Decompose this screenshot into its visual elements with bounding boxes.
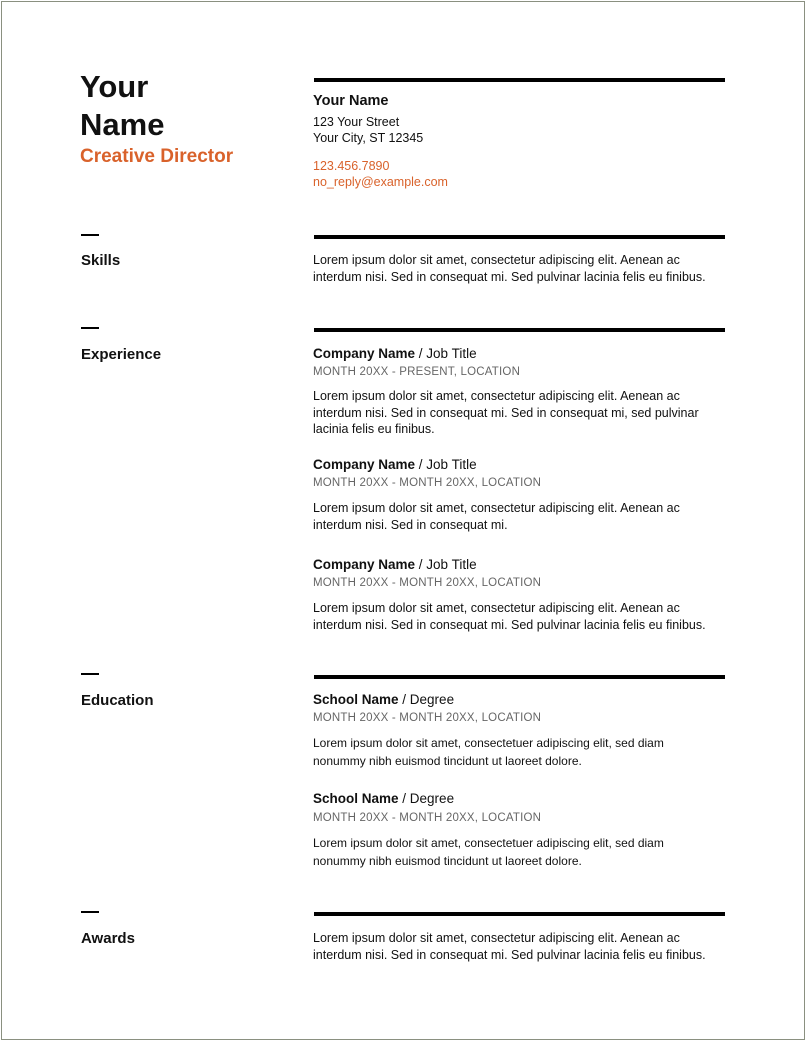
contact-street: 123 Your Street: [313, 115, 400, 129]
experience-entry-2-meta: MONTH 20XX - MONTH 20XX, LOCATION: [313, 477, 542, 489]
awards-text: Lorem ipsum dolor sit amet, consectetur adipiscing elit. Aenean ac interdum nisi. Sed in consequat mi. Sed pulvinar lacinia felis eu finibus.: [313, 931, 706, 962]
separator: /: [415, 557, 427, 572]
contact-rule: [314, 78, 725, 82]
separator: /: [398, 791, 410, 806]
contact-city: Your City, ST 12345: [313, 131, 424, 145]
experience-rule: [314, 328, 725, 332]
resume-name: [80, 68, 280, 144]
separator: /: [415, 346, 427, 361]
experience-entry-1-heading: [313, 346, 477, 361]
awards-heading: Awards: [81, 930, 135, 947]
awards-rule: [314, 912, 725, 916]
experience-heading: Experience: [81, 346, 162, 363]
experience-entry-2-heading: [313, 457, 477, 472]
skills-rule: [314, 235, 725, 239]
education-entry-2-meta: MONTH 20XX - MONTH 20XX, LOCATION: [313, 812, 542, 824]
education-entry-2-text: Lorem ipsum dolor sit amet, consectetuer adipiscing elit, sed diam nonummy nibh euismod tincidunt ut laoreet dolore.: [313, 836, 664, 868]
education-heading: Education: [81, 692, 154, 709]
awards-marker: [81, 911, 99, 913]
experience-entry-1-text: Lorem ipsum dolor sit amet, consectetur adipiscing elit. Aenean ac interdum nisi. Sed in consequat mi. Sed in consequat mi, sed pulvinar lacinia felis eu finibus.: [313, 389, 699, 436]
company-name: Company Name: [313, 557, 416, 572]
company-name: Company Name: [313, 346, 416, 361]
job-title: Job Title: [426, 457, 477, 472]
company-name: Company Name: [313, 457, 416, 472]
contact-phone: 123.456.7890: [313, 159, 390, 173]
education-entry-1-heading: [313, 692, 454, 707]
first-name: Your: [80, 69, 149, 104]
degree: Degree: [409, 692, 455, 707]
resume-page: [1, 1, 805, 1040]
last-name: Name: [80, 107, 165, 142]
degree: Degree: [409, 791, 455, 806]
job-title: Job Title: [426, 346, 477, 361]
skills-text: Lorem ipsum dolor sit amet, consectetur adipiscing elit. Aenean ac interdum nisi. Sed in consequat mi. Sed pulvinar lacinia felis eu finibus.: [313, 253, 706, 284]
contact-name: Your Name: [313, 93, 389, 109]
separator: /: [398, 692, 410, 707]
job-role: Creative Director: [80, 146, 234, 167]
job-title: Job Title: [426, 557, 477, 572]
experience-entry-3-meta: MONTH 20XX - MONTH 20XX, LOCATION: [313, 577, 542, 589]
school-name: School Name: [313, 791, 399, 806]
education-entry-2-heading: [313, 791, 454, 806]
separator: /: [415, 457, 427, 472]
education-marker: [81, 673, 99, 675]
education-entry-1-meta: MONTH 20XX - MONTH 20XX, LOCATION: [313, 712, 542, 724]
skills-heading: Skills: [81, 252, 121, 269]
education-entry-1-text: Lorem ipsum dolor sit amet, consectetuer adipiscing elit, sed diam nonummy nibh euismod tincidunt ut laoreet dolore.: [313, 736, 664, 768]
experience-entry-3-text: Lorem ipsum dolor sit amet, consectetur adipiscing elit. Aenean ac interdum nisi. Sed in consequat mi. Sed pulvinar lacinia felis eu finibus.: [313, 601, 706, 632]
school-name: School Name: [313, 692, 399, 707]
contact-email[interactable]: no_reply@example.com: [313, 175, 448, 189]
education-rule: [314, 675, 725, 679]
experience-entry-1-meta: MONTH 20XX - PRESENT, LOCATION: [313, 366, 521, 378]
experience-entry-2-text: Lorem ipsum dolor sit amet, consectetur adipiscing elit. Aenean ac interdum nisi. Sed in consequat mi.: [313, 501, 680, 532]
experience-entry-3-heading: [313, 557, 477, 572]
experience-marker: [81, 327, 99, 329]
skills-marker: [81, 234, 99, 236]
